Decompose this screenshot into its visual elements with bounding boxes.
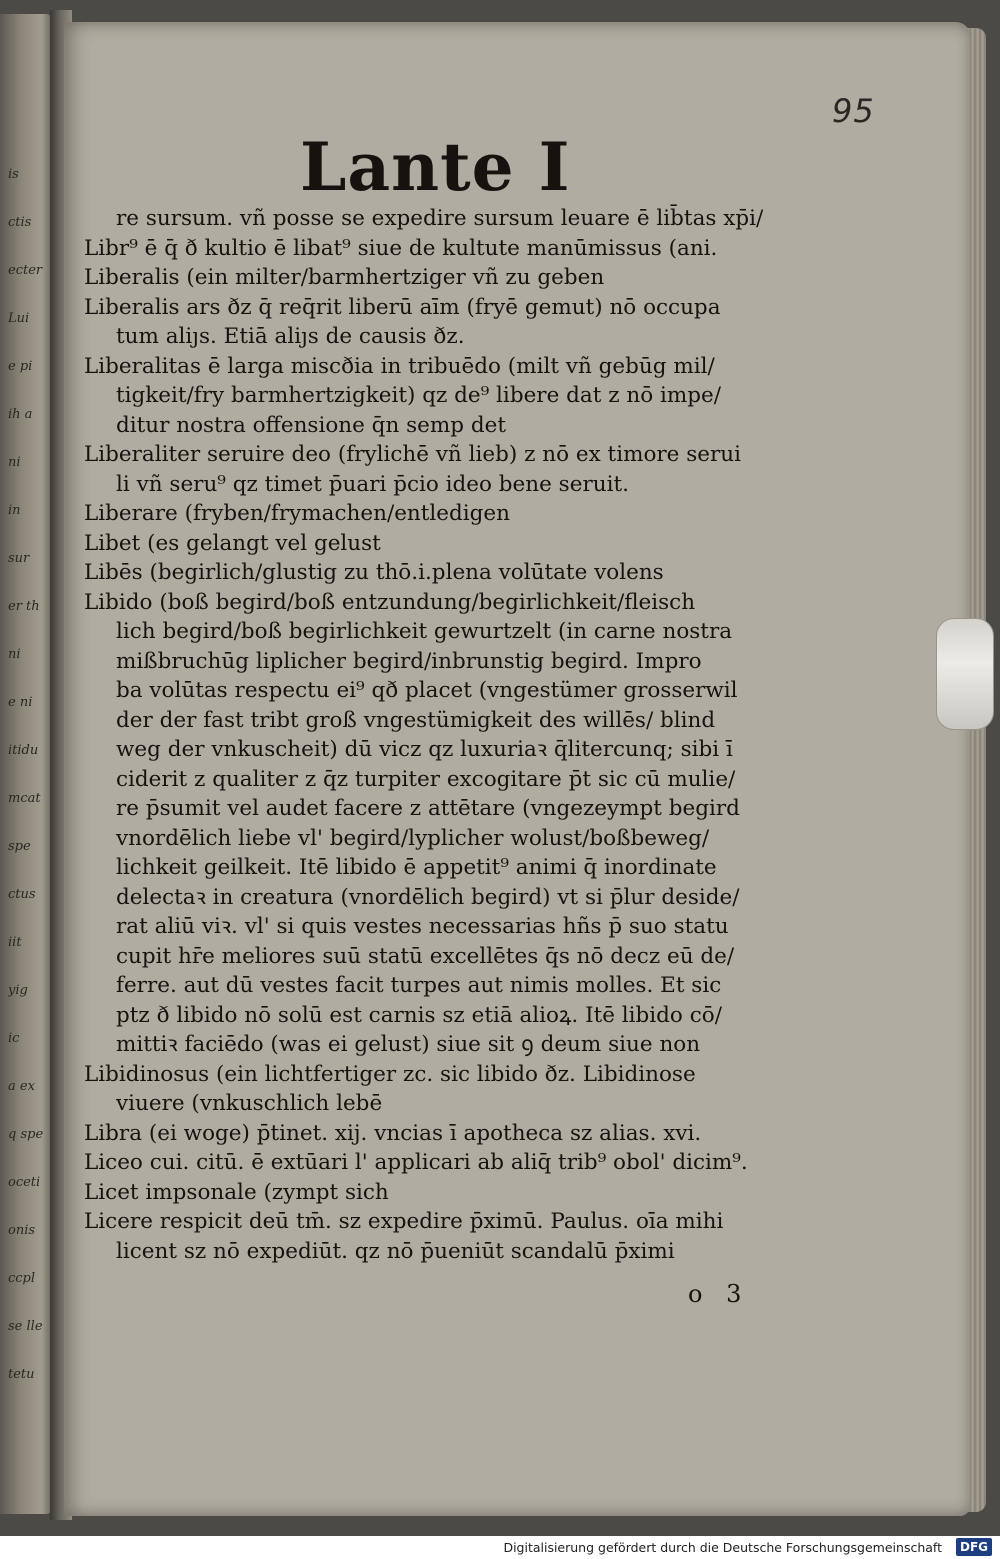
text-line: der der fast tribt groß vngestümigkeit des willēs/ blind [116, 707, 716, 733]
footer-credit: Digitalisierung gefördert durch die Deutsche Forschungsgemeinschaft [503, 1540, 942, 1555]
facing-page-fragment: mcat [8, 791, 41, 806]
facing-page-fragment: iit [8, 935, 22, 950]
text-line: Liberalitas ē larga miscðia in tribuēdo (milt vñ gebūg mil/ [84, 353, 715, 379]
text-line: ferre. aut dū vestes facit turpes aut nimis molles. Et sic [116, 973, 722, 998]
text-line: ptz ð libido nō solū est carnis sz etiā alioꝝ. Itē libido cō/ [116, 1002, 722, 1028]
facing-page-fragment: q spe [8, 1127, 44, 1142]
text-line: lich begird/boß begirlichkeit gewurtzelt (in carne nostra [116, 619, 733, 644]
text-line: weg der vnkuscheit) dū vicz qz luxuriaꝛ q̄litercunq; sibi ī [116, 737, 733, 762]
text-line: re sursum. vñ posse se expedire sursum leuare ē lib̄tas xp̄i/ [116, 206, 764, 231]
facing-page-fragment: ecter [8, 263, 43, 278]
text-line: Licere respicit deū tm̄. sz expedire p̄ximū. Paulus. oīa mihi [84, 1209, 724, 1234]
facing-page-fragment: Lui [8, 311, 30, 326]
facing-page-fragment: oceti [8, 1175, 41, 1190]
facing-page-fragment: ic [8, 1031, 20, 1046]
dfg-logo: DFG [956, 1538, 992, 1556]
text-line: Libra (ei woge) p̄tinet. xij. vncias ī apotheca sz alias. xvi. [84, 1120, 702, 1146]
text-line: mittiꝛ faciēdo (was ei gelust) siue sit ꝯ deum siue non [116, 1032, 701, 1057]
text-line: ciderit z qualiter z q̄z turpiter excogitare p̄t sic cū mulie/ [116, 766, 736, 792]
text-line: Liceo cui. citū. ē extūari l' applicari ab aliq̄ trib⁹ obol' dicim⁹. [84, 1150, 748, 1175]
text-line: lichkeit geilkeit. Itē libido ē appetit⁹ animi q̄ inordinate [116, 855, 717, 880]
text-line: ditur nostra offensione q̄n semp det [116, 412, 506, 438]
facing-page-fragment: is [8, 167, 19, 182]
text-line: Libēs (begirlich/glustig zu thō.i.plena volūtate volens [84, 560, 664, 585]
page-clip [936, 618, 994, 730]
text-line: rat aliū viꝛ. vl' si quis vestes necessarias hñs p̄ suo statu [116, 914, 729, 939]
facing-page-fragment: in [8, 503, 21, 518]
text-line: Libido (boß begird/boß entzundung/begirlichkeit/fleisch [84, 589, 696, 615]
text-line: Liberaliter seruire deo (frylichē vñ lieb) z nō ex timore serui [84, 442, 741, 467]
facing-page-fragment: tetu [8, 1367, 35, 1382]
text-line: Libidinosus (ein lichtfertiger zc. sic libido ðz. Libidinose [84, 1061, 696, 1087]
facing-page-fragment: a ex [8, 1079, 35, 1094]
facing-page-fragment: yig [8, 983, 28, 998]
text-line: licent sz nō expediūt. qz nō p̄ueniūt scandalū p̄ximi [116, 1238, 675, 1264]
signature-mark: o 3 [688, 1280, 750, 1308]
facing-page-fragment: sur [8, 551, 30, 566]
text-line: Libr⁹ ē q̄ ð kultio ē libat⁹ siue de kultute manūmissus (ani. [84, 235, 718, 261]
folio-number: 95 [832, 92, 875, 130]
text-line: Liberalis ars ðz q̄ req̄rit liberū aīm (fryē gemut) nō occupa [84, 294, 721, 320]
facing-page-fragment: ctus [8, 887, 36, 902]
facing-page-fragment: ctis [8, 215, 32, 230]
facing-page-fragment: ni [8, 647, 21, 662]
text-line: cupit hr̄e meliores suū statū excellētes q̄s nō decz eū de/ [116, 943, 735, 969]
facing-page-fragment: spe [8, 839, 31, 854]
text-line: Liberare (fryben/frymachen/entledigen [84, 501, 510, 526]
facing-page-fragment: ih a [8, 407, 33, 422]
text-line: viuere (vnkuschlich lebē [116, 1091, 383, 1116]
facing-page-fragment: e ni [8, 695, 33, 710]
text-line: vnordēlich liebe vl' begird/lyplicher wolust/boßbeweg/ [116, 825, 710, 851]
facing-page-fragment: ni [8, 455, 21, 470]
facing-page-edge [0, 14, 52, 1514]
facing-page-fragment: er th [8, 599, 40, 614]
dictionary-text-block [84, 204, 774, 1266]
text-line: Licet impsonale (zympt sich [84, 1179, 389, 1205]
text-line: delectaꝛ in creatura (vnordēlich begird) vt si p̄lur deside/ [116, 884, 740, 910]
text-line: tum aliȷs. Etiā aliȷs de causis ðz. [116, 324, 465, 349]
text-line: Liberalis (ein milter/barmhertziger vñ zu geben [84, 265, 605, 290]
text-line: Libet (es gelangt vel gelust [84, 530, 381, 556]
facing-page-fragment: e pi [8, 359, 33, 374]
facing-page-fragment: itidu [8, 743, 39, 758]
text-line: ba volūtas respectu ei⁹ qð placet (vngestümer grosserwil [116, 678, 738, 703]
facing-page-fragment: ccpl [8, 1271, 36, 1286]
text-line: mißbruchūg liplicher begird/inbrunstig begird. Impro [116, 648, 702, 674]
facing-page-fragment: onis [8, 1223, 36, 1238]
facing-page-fragment: se lle [8, 1319, 43, 1334]
text-line: tigkeit/fry barmhertzigkeit) qz de⁹ libere dat z nō impe/ [116, 383, 721, 408]
text-line: li vñ seru⁹ qz timet p̄uari p̄cio ideo bene seruit. [116, 471, 629, 497]
running-head: Lante I [300, 128, 571, 206]
text-line: re p̄sumit vel audet facere z attētare (vngezeympt begird [116, 796, 740, 821]
